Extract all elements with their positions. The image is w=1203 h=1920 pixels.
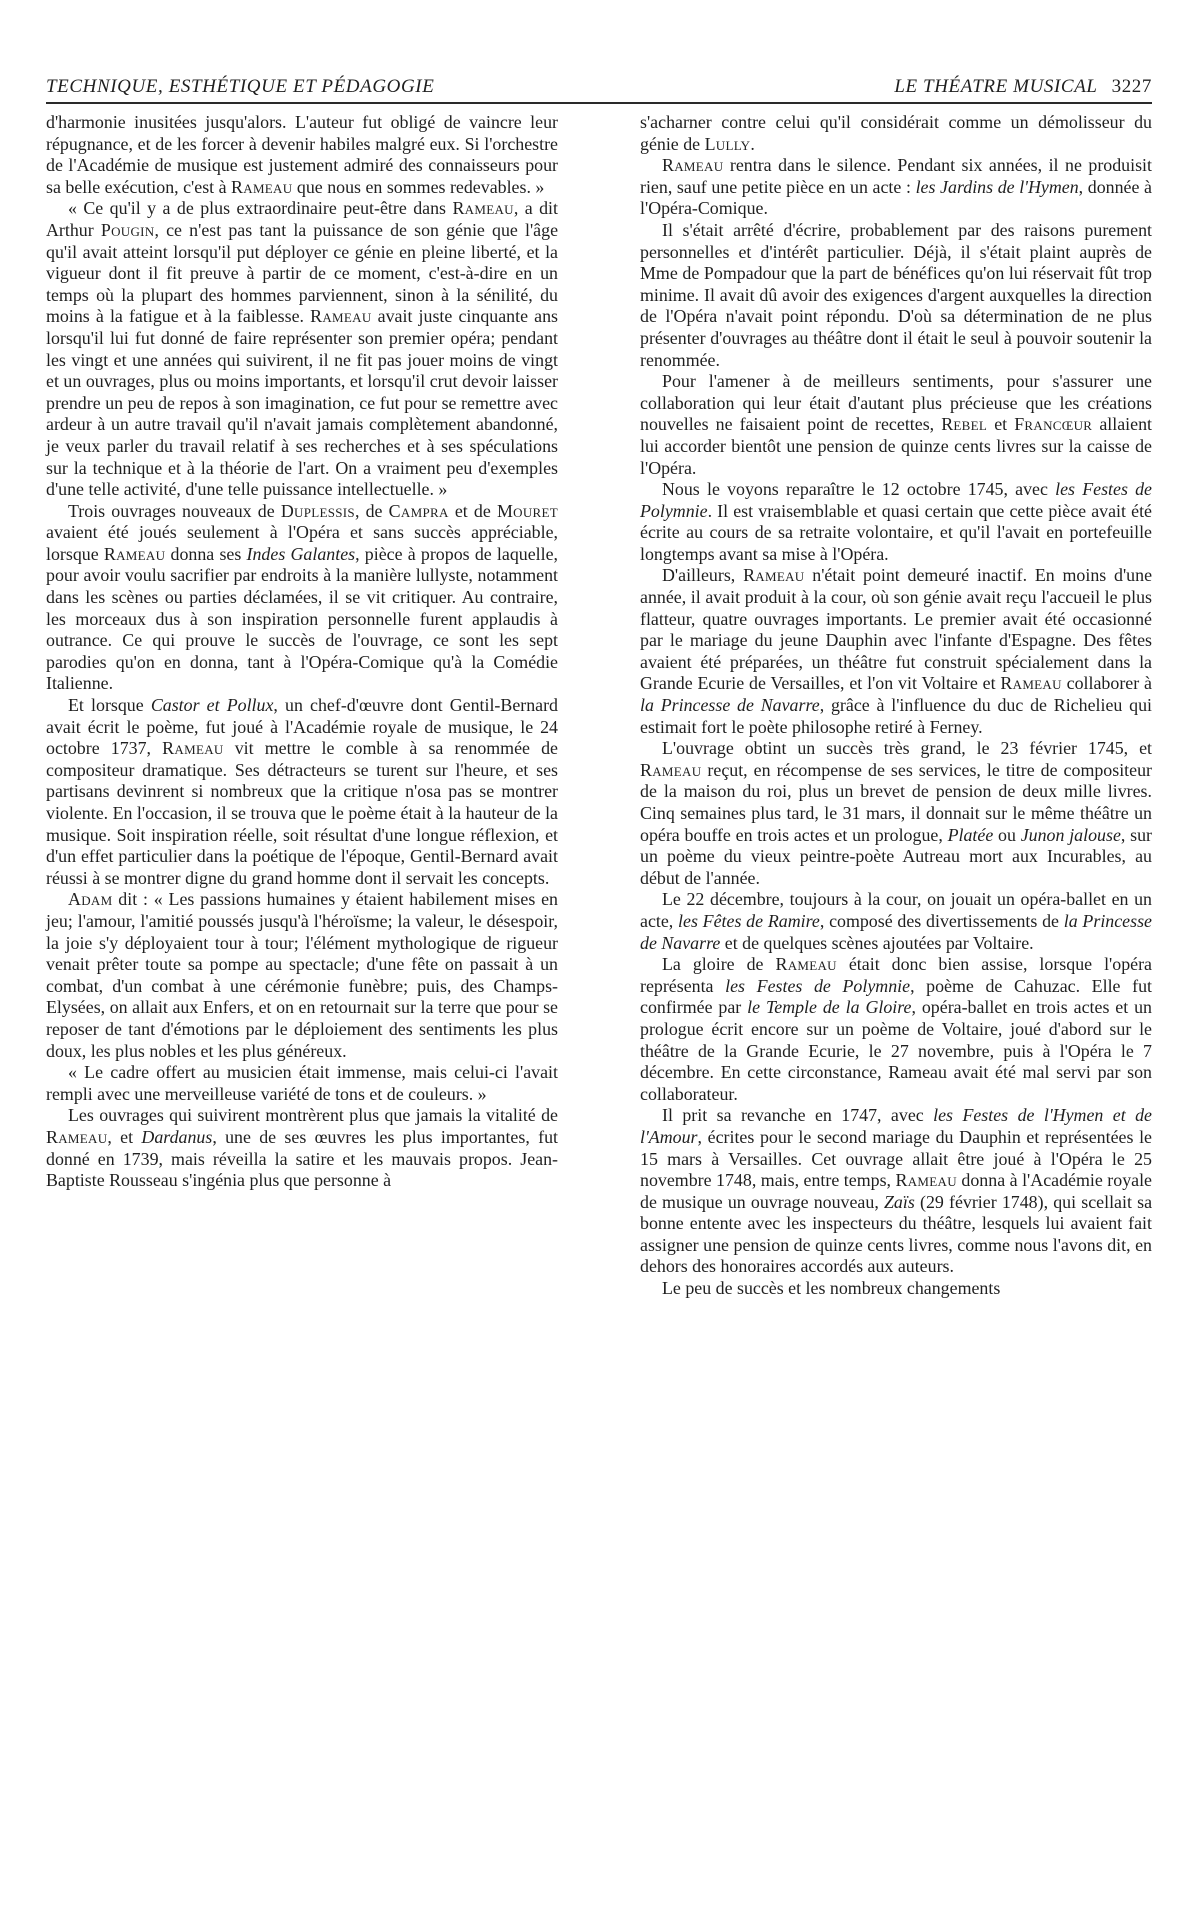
text-run: , sur un poème du vieux peintre-poète Autreau mort aux Incurables, au début de l'année. bbox=[640, 824, 1152, 888]
italic-title: les Festes de Polymnie bbox=[640, 479, 1152, 521]
chapter-title: LE THÉATRE MUSICAL bbox=[894, 76, 1098, 97]
text-run: , opéra-ballet en trois actes et un prologue écrit encore sur un poème de Voltaire, joué d'abord sur le théâtre de la Grande Ecurie, le 27 novembre, puis à l'Opéra le 7 décembre. En cette circonstance, Rameau avait été mal servi par son collaborateur. bbox=[640, 997, 1152, 1104]
text-run: , poème de Cahuzac. Elle fut confirmée par bbox=[640, 975, 1152, 1018]
text-run: , a dit Arthur bbox=[46, 198, 558, 240]
text-run: Il s'était arrêté d'écrire, probablement par des raisons purement personnelles et d'intérêt particulier. Déjà, il s'était plaint auprès de Mme de Pompadour que la part de bénéfices qu'on lui réservait fût trop minime. Il avait dû avoir des exigences d'argent auxquelles la direction de l'Opéra n'avait point répondu. D'où sa détermination de ne plus présenter d'ouvrages au théâtre dont il était le seul à pouvoir soutenir la renommée. bbox=[640, 219, 1152, 370]
paragraph bbox=[640, 155, 1152, 220]
name-small-caps: Rameau bbox=[1000, 673, 1062, 694]
text-run: , une de ses œuvres les plus importantes, fut donné en 1739, mais réveilla la satire et les mauvais propos. Jean-Baptiste Rousseau s'ingénia plus que personne à bbox=[46, 1126, 558, 1191]
name-small-caps: Rameau bbox=[231, 176, 293, 197]
text-run: s'acharner contre celui qu'il considérait comme un démolisseur du génie de bbox=[640, 112, 1152, 154]
text-run: Il prit sa revanche en 1747, avec bbox=[662, 1105, 934, 1126]
paragraph bbox=[640, 1105, 1152, 1278]
text-run: ou bbox=[993, 824, 1021, 845]
text-run: La gloire de bbox=[662, 954, 776, 975]
name-small-caps: Rameau bbox=[640, 759, 702, 780]
italic-title: Dardanus bbox=[141, 1126, 213, 1147]
paragraph bbox=[640, 889, 1152, 954]
paragraph bbox=[640, 479, 1152, 565]
italic-title: la Princesse de Navarre bbox=[640, 695, 820, 716]
text-run: allaient lui accorder bientôt une pension de quinze cents livres sur la caisse de l'Opéra. bbox=[640, 414, 1152, 478]
paragraph bbox=[640, 112, 1152, 155]
name-small-caps: Rameau bbox=[46, 1126, 108, 1147]
text-run: était donc bien assise, lorsque l'opéra représenta bbox=[640, 954, 1153, 996]
text-run: rentra dans le silence. Pendant six années, il ne produisit rien, sauf une petite pièce en un acte : bbox=[640, 155, 1152, 197]
left-column bbox=[46, 112, 558, 1192]
paragraph bbox=[46, 501, 558, 695]
name-small-caps: Rameau bbox=[743, 565, 805, 586]
italic-title: les Jardins de l'Hymen bbox=[915, 176, 1079, 197]
text-run: dit : « Les passions humaines y étaient habilement mises en jeu; l'amour, l'amitié poussés jusqu'à l'héroïsme; la valeur, le désespoir, la joie s'y déployaient tour à tour; l'élément mythologique de rigueur venait prêter toute sa pompe au spectacle; d'une fête on passait à un combat, d'un combat à une cérémonie funèbre; puis, des Champs-Elysées, on allait aux Enfers, et on en retournait sur la terre que pour se reposer de tant d'émotions par le déploiement des sentiments les plus doux, les plus nobles et les plus généreux. bbox=[46, 889, 558, 1061]
text-run: donna à l'Académie royale de musique un ouvrage nouveau, bbox=[640, 1170, 1152, 1212]
text-run: L'ouvrage obtint un succès très grand, le 23 février 1745, et bbox=[662, 738, 1152, 759]
paragraph bbox=[640, 371, 1152, 479]
name-small-caps: Rameau bbox=[775, 954, 837, 975]
chapter-title-group bbox=[894, 76, 1152, 98]
paragraph bbox=[46, 889, 558, 1062]
text-run: , un chef-d'œuvre dont Gentil-Bernard avait écrit le poème, fut joué à l'Académie royale de musique, le 24 octobre 1737, bbox=[46, 695, 559, 759]
paragraph bbox=[640, 1278, 1152, 1300]
right-column bbox=[640, 112, 1152, 1300]
text-run: collaborer à bbox=[1061, 673, 1152, 694]
name-small-caps: Campra bbox=[388, 500, 449, 521]
name-small-caps: Rameau bbox=[662, 155, 724, 176]
text-run: et de bbox=[448, 500, 497, 521]
name-small-caps: Duplessis bbox=[280, 500, 355, 521]
italic-title: les Festes de Polymnie bbox=[725, 975, 911, 996]
text-run: , et bbox=[107, 1126, 142, 1147]
paragraph bbox=[640, 565, 1152, 738]
text-run: , pièce à propos de laquelle, pour avoir voulu sacrifier par endroits à la manière lullyste, notamment dans les scènes ou parties déclamées, il se vit critiquer. Au contraire, les morceaux dus à son inspiration personnelle furent applaudis à outrance. Ce qui prouve le succès de l'ouvrage, ce sont les sept parodies qu'on en donna, tant à l'Opéra-Comique qu'à la Comédie Italienne. bbox=[46, 543, 559, 694]
text-run: . bbox=[750, 133, 755, 154]
name-small-caps: Mouret bbox=[496, 500, 558, 521]
header-rule bbox=[46, 102, 1152, 104]
name-small-caps: Rameau bbox=[310, 306, 372, 327]
text-run: Trois ouvrages nouveaux de bbox=[68, 500, 281, 521]
paragraph bbox=[46, 198, 558, 500]
paragraph bbox=[46, 1062, 558, 1105]
text-run: , ce n'est pas tant la puissance de son génie que l'âge qu'il avait atteint lorsqu'il put déployer ce génie en pleine liberté, et la vigueur dont il fit preuve à partir de ce moment, c'est-à-dire en un temps où la plupart des hommes parviennent, sinon à la sénilité, du moins à la fatigue et à la faiblesse. bbox=[46, 219, 559, 327]
text-run: (29 février 1748), qui scellait sa bonne entente avec les inspecteurs du théâtre, lesquels lui avaient fait assigner une pension de quinze cents livres, comme nous l'avons dit, en dehors des honoraires accordés aux auteurs. bbox=[640, 1191, 1153, 1277]
paragraph bbox=[640, 220, 1152, 371]
text-run: , grâce à l'influence du duc de Richelieu qui estimait fort le poète philosophe retiré à Ferney. bbox=[640, 695, 1152, 737]
text-run: d'harmonie inusitées jusqu'alors. L'auteur fut obligé de vaincre leur répugnance, et de les forcer à devenir habiles malgré eux. Si l'orchestre de l'Académie de musique est justement admiré des connaisseurs pour sa belle exécution, c'est à bbox=[46, 112, 558, 197]
italic-title: Junon jalouse bbox=[1020, 824, 1121, 845]
name-small-caps: Rameau bbox=[452, 198, 514, 219]
section-title: TECHNIQUE, ESTHÉTIQUE ET PÉDAGOGIE bbox=[46, 76, 435, 97]
text-run: Et lorsque bbox=[68, 695, 151, 716]
name-small-caps: Rebel bbox=[941, 414, 988, 435]
name-small-caps: Pougin bbox=[100, 219, 155, 240]
text-run: vit mettre le comble à sa renommée de compositeur dramatique. Ses détracteurs se turent sur l'heure, et ses partisans devinrent si nombreux que la critique n'osa pas se montrer violente. En l'occasion, il se trouva que le poème était à la hauteur de la musique. Soit inspiration réelle, soit résultat d'une longue réflexion, et d'un effet particulier dans la poétique de l'époque, Gentil-Bernard avait réussi à se montrer digne du grand homme dont il servait les concepts. bbox=[46, 738, 558, 888]
italic-title: Indes Galantes bbox=[246, 543, 356, 564]
text-run: avaient été joués seulement à l'Opéra et sans succès appréciable, lorsque bbox=[46, 522, 558, 564]
italic-title: Zaïs bbox=[883, 1191, 915, 1212]
text-run: D'ailleurs, bbox=[662, 565, 744, 586]
name-small-caps: Francœur bbox=[1014, 414, 1093, 435]
text-run: Pour l'amener à de meilleurs sentiments, pour s'assurer une collaboration qui leur était d'autant plus précieuse que les créations nouvelles ne faisaient point de recettes, bbox=[640, 371, 1152, 435]
text-run: , écrites pour le second mariage du Dauphin et représentées le 15 mars à Versailles. Cet ouvrage allait être joué à l'Opéra le 25 novembre 1748, mais, entre temps, bbox=[640, 1126, 1152, 1191]
text-run: avait juste cinquante ans lorsqu'il lui fut donné de faire représenter son premier opéra; pendant les vingt et une années qui suivirent, il ne fit pas jouer moins de vingt et un ouvrages, plus ou moins importants, et lorsqu'il crut devoir laisser prendre un peu de repos à son imagination, ce fut pour se remettre avec ardeur à un autre travail qu'il n'avait jamais complètement abandonné, je veux parler du travail relatif à ses recherches et à ses spéculations sur la technique et à la théorie de l'art. On a vraiment peu d'exemples d'une telle activité, d'une telle puissance intellectuelle. » bbox=[46, 306, 558, 500]
text-run: , donnée à l'Opéra-Comique. bbox=[640, 176, 1152, 219]
italic-title: la Princesse de Navarre bbox=[640, 910, 1152, 953]
text-run: et bbox=[987, 414, 1015, 435]
paragraph bbox=[46, 1105, 558, 1191]
italic-title: les Festes de l'Hymen et de l'Amour bbox=[640, 1105, 1153, 1147]
text-run: reçut, en récompense de ses services, le titre de compositeur de la maison du roi, plus un brevet de pension de deux mille livres. Cinq semaines plus tard, le 31 mars, il donnait sur le même théâtre un opéra bouffe en trois actes et un prologue, bbox=[640, 759, 1152, 845]
text-run: donna ses bbox=[165, 543, 247, 564]
italic-title: Castor et Pollux bbox=[150, 695, 274, 716]
paragraph bbox=[640, 954, 1152, 1105]
italic-title: le Temple de la Gloire bbox=[747, 997, 912, 1018]
name-small-caps: Rameau bbox=[162, 738, 224, 759]
name-small-caps: Lully bbox=[704, 133, 751, 154]
text-run: que nous en sommes redevables. » bbox=[292, 176, 545, 197]
name-small-caps: Adam bbox=[68, 889, 113, 910]
text-run: « Le cadre offert au musicien était immense, mais celui-ci l'avait rempli avec une merveilleuse variété de tons et de couleurs. » bbox=[46, 1062, 558, 1104]
name-small-caps: Rameau bbox=[103, 543, 166, 564]
text-run: et de quelques scènes ajoutées par Voltaire. bbox=[720, 932, 1034, 953]
paragraph bbox=[640, 738, 1152, 889]
paragraph bbox=[46, 695, 558, 889]
text-run: n'était point demeuré inactif. En moins d'une année, il avait produit à la cour, où son génie avait reçu l'accueil le plus flatteur, quatre ouvrages importants. Le premier avait été occasionné par le mariage du jeune Dauphin avec l'infante d'Espagne. Des fêtes avaient été préparées, un théâtre fut construit spécialement dans la Grande Ecurie de Versailles, et l'on vit Voltaire et bbox=[640, 565, 1153, 694]
italic-title: les Fêtes de Ramire bbox=[678, 910, 820, 931]
paragraph bbox=[46, 112, 558, 198]
text-run: , composé des divertissements de bbox=[819, 910, 1064, 931]
text-run: , de bbox=[354, 500, 389, 521]
text-run: « Ce qu'il y a de plus extraordinaire peut-être dans bbox=[68, 198, 453, 219]
name-small-caps: Rameau bbox=[895, 1170, 957, 1191]
text-run: . Il est vraisemblable et quasi certain que cette pièce avait été écrite au cours de sa retraite volontaire, et qu'il l'avait en portefeuille longtemps avant sa mise à l'Opéra. bbox=[640, 500, 1152, 564]
text-run: Nous le voyons reparaître le 12 octobre 1745, avec bbox=[662, 479, 1056, 500]
text-run: Le peu de succès et les nombreux changements bbox=[662, 1278, 1001, 1299]
text-run: Le 22 décembre, toujours à la cour, on jouait un opéra-ballet en un acte, bbox=[640, 889, 1152, 931]
page-number: 3227 bbox=[1111, 76, 1152, 97]
text-run: Les ouvrages qui suivirent montrèrent plus que jamais la vitalité de bbox=[68, 1105, 558, 1126]
italic-title: Platée bbox=[947, 824, 994, 845]
